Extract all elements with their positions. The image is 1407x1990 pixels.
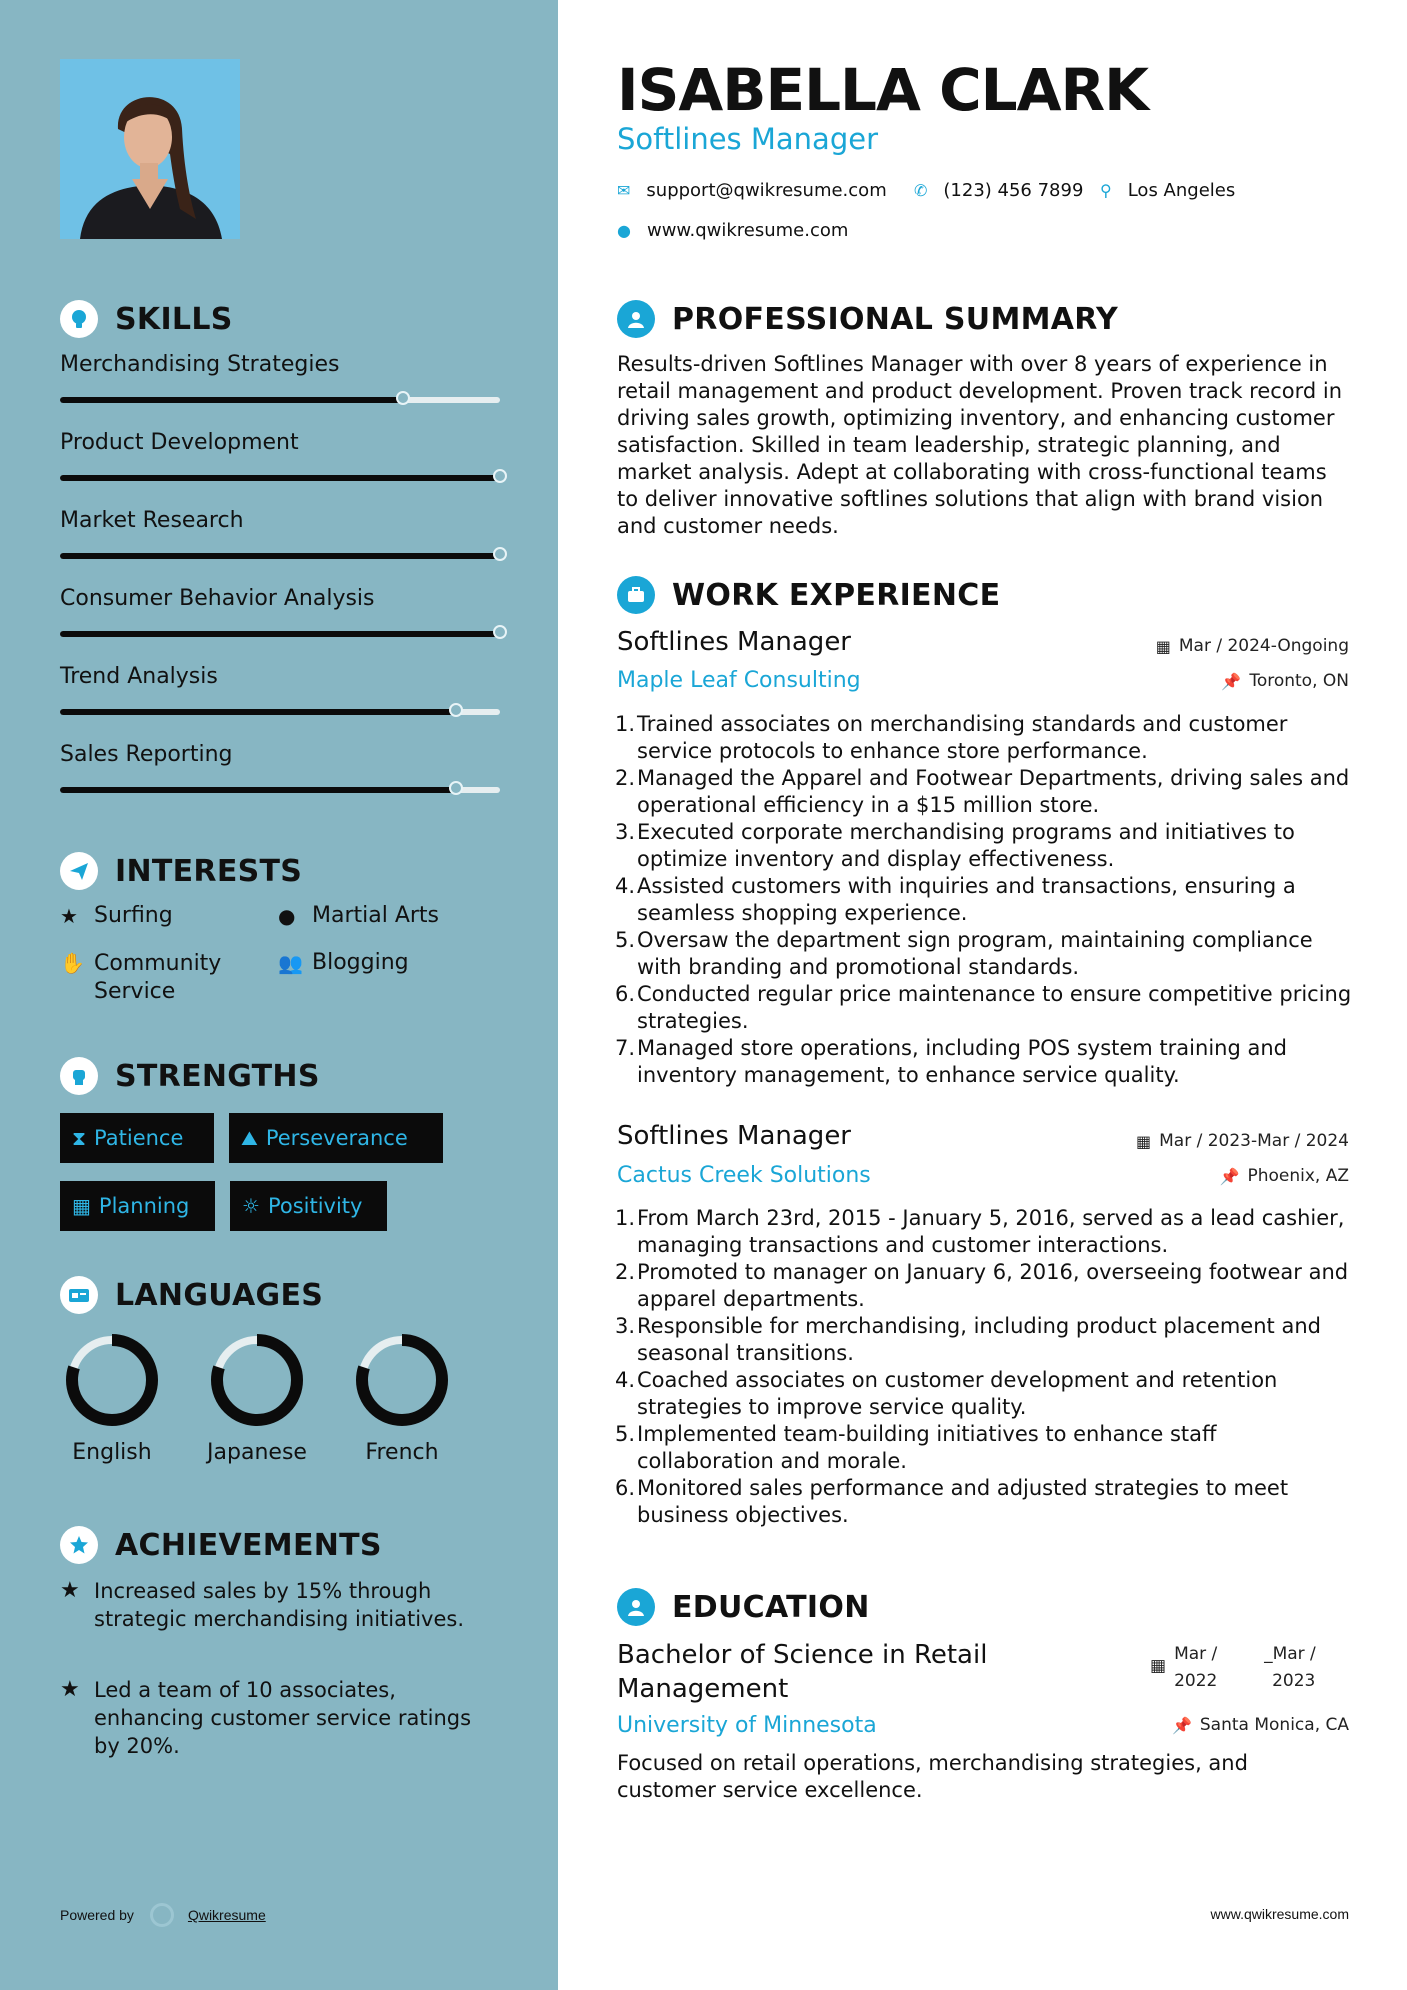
skill-bar xyxy=(60,709,500,715)
skill-bar xyxy=(60,631,500,637)
interest-item xyxy=(60,903,173,929)
job-location-text: Toronto, ON xyxy=(1249,671,1349,691)
calendar-icon: ▦ xyxy=(72,1194,91,1218)
job-title: Softlines Manager xyxy=(617,1121,851,1151)
briefcase-icon xyxy=(617,576,655,614)
language-item xyxy=(52,1332,172,1465)
languages-title: LANGUAGES xyxy=(115,1277,324,1313)
interest-item xyxy=(278,950,409,976)
education-text: Focused on retail operations, merchandising strategies, and customer service excellence. xyxy=(617,1751,1248,1802)
summary-heading xyxy=(617,300,1118,338)
binoculars-icon: ⛰ xyxy=(241,1126,258,1150)
job-company: Cactus Creek Solutions xyxy=(617,1163,871,1188)
language-name: Japanese xyxy=(207,1440,307,1465)
education-location xyxy=(1172,1715,1349,1735)
calendar-icon: ▦ xyxy=(1135,1131,1152,1151)
skill-bar xyxy=(60,787,500,793)
candidate-name: ISABELLA CLARK xyxy=(617,56,1149,124)
start-month: Mar / xyxy=(1174,1644,1218,1664)
list-item: 4. Assisted customers with inquiries and transactions, ensuring a seamless shopping experience. xyxy=(614,874,1296,925)
qwikresume-logo-icon xyxy=(150,1903,174,1927)
star-icon: ★ xyxy=(60,904,78,928)
globe-icon: ● xyxy=(617,221,631,240)
calendar-icon: ▦ xyxy=(1155,636,1171,656)
interests-heading xyxy=(60,852,302,890)
hand-icon: ✋ xyxy=(60,951,85,975)
skills-heading xyxy=(60,300,233,338)
education-heading xyxy=(617,1588,870,1626)
skill-item xyxy=(60,664,500,715)
skill-name: Sales Reporting xyxy=(60,742,233,767)
contact-location xyxy=(1100,180,1235,201)
interest-item xyxy=(60,950,250,1006)
pin-icon: 📌 xyxy=(1221,671,1242,691)
strength-label: Planning xyxy=(98,1194,190,1218)
interest-label: Blogging xyxy=(312,950,409,975)
achievements-heading xyxy=(60,1526,382,1564)
skill-name: Merchandising Strategies xyxy=(60,352,340,377)
degree-title: Bachelor of Science in Retail Management xyxy=(617,1640,988,1704)
lightbulb-icon xyxy=(60,300,98,338)
envelope-icon: ✉ xyxy=(617,181,631,200)
candidate-role: Softlines Manager xyxy=(617,122,878,156)
school-name: University of Minnesota xyxy=(617,1713,877,1738)
trophy-star-icon xyxy=(60,1526,98,1564)
strength-label: Perseverance xyxy=(265,1126,408,1150)
strength-tag xyxy=(230,1181,387,1231)
list-item: 5. Implemented team-building initiatives to enhance staff collaboration and morale. xyxy=(614,1422,1217,1473)
skill-name: Trend Analysis xyxy=(60,664,218,689)
job-company: Maple Leaf Consulting xyxy=(617,668,861,693)
list-item: 4. Coached associates on customer development and retention strategies to improve service quality. xyxy=(614,1368,1278,1419)
calendar-icon: ▦ xyxy=(1150,1656,1167,1676)
language-item xyxy=(342,1332,462,1465)
end-month: _Mar / xyxy=(1264,1644,1316,1664)
list-item: 1. Trained associates on merchandising standards and customer service protocols to enhance store performance. xyxy=(614,712,1288,763)
interest-label: Martial Arts xyxy=(312,903,440,928)
list-item: 3. Executed corporate merchandising programs and initiatives to optimize inventory and display effectiveness. xyxy=(614,820,1295,871)
list-item: 6. Monitored sales performance and adjusted strategies to meet business objectives. xyxy=(614,1476,1289,1527)
skills-title: SKILLS xyxy=(115,301,233,337)
skill-item xyxy=(60,586,500,637)
hourglass-icon: ⧗ xyxy=(72,1126,87,1150)
skill-item xyxy=(60,742,500,793)
strength-label: Patience xyxy=(94,1126,184,1150)
strength-label: Positivity xyxy=(267,1194,363,1218)
contact-website[interactable] xyxy=(617,220,848,241)
strengths-heading xyxy=(60,1057,320,1095)
job-dates xyxy=(1136,1131,1349,1151)
id-card-icon xyxy=(60,1276,98,1314)
users-icon: 👥 xyxy=(278,951,303,975)
start-year: 2022 xyxy=(1174,1671,1218,1691)
summary-text: Results-driven Softlines Manager with over 8 years of experience in retail management and product development. Proven track record in driving sales growth, optimizing inventory, and enhancing customer satisfaction. Skilled in team leadership, strategic planning, and market analysis. Adept at collaborating with cross-functional teams to deliver innovative softlines solutions that align with brand vision and customer needs. xyxy=(617,352,1343,538)
education-dates xyxy=(1150,1641,1316,1695)
language-item xyxy=(197,1332,317,1465)
email-text: support@qwikresume.com xyxy=(646,180,887,201)
strengths-title: STRENGTHS xyxy=(115,1058,320,1094)
fist-icon xyxy=(60,1057,98,1095)
language-name: English xyxy=(72,1440,152,1465)
list-item: 2. Managed the Apparel and Footwear Departments, driving sales and operational efficiency in a $15 million store. xyxy=(614,766,1350,817)
job-location xyxy=(1220,1166,1349,1186)
location-text: Los Angeles xyxy=(1127,180,1236,201)
list-item: 7. Managed store operations, including POS system training and inventory management, to enhance service quality. xyxy=(614,1036,1287,1087)
interest-label: Surfing xyxy=(94,903,173,928)
achievements-title: ACHIEVEMENTS xyxy=(115,1527,382,1563)
user-icon xyxy=(617,300,655,338)
skill-bar xyxy=(60,475,500,481)
sidebar xyxy=(0,0,558,1990)
star-badge-icon: ★ xyxy=(60,1677,80,1702)
skill-item xyxy=(60,430,500,481)
qwikresume-link[interactable]: Qwikresume xyxy=(187,1907,266,1923)
pin-icon: 📌 xyxy=(1171,1715,1192,1735)
language-donut xyxy=(64,1332,160,1428)
profile-photo xyxy=(60,59,240,239)
language-name: French xyxy=(365,1440,439,1465)
experience-title: WORK EXPERIENCE xyxy=(672,577,1001,613)
skill-name: Consumer Behavior Analysis xyxy=(60,586,375,611)
pin-icon: 📌 xyxy=(1219,1166,1240,1186)
list-item: 1. From March 23rd, 2015 - January 5, 2016, served as a lead cashier, managing transactions and customer interactions. xyxy=(614,1206,1345,1257)
job-bullets xyxy=(610,1205,1355,1529)
contact-phone xyxy=(914,180,1083,201)
list-item: 5. Oversaw the department sign program, maintaining compliance with branding and promotional standards. xyxy=(614,928,1313,979)
experience-heading xyxy=(617,576,1000,614)
end-year: 2023 xyxy=(1272,1671,1316,1691)
contact-email[interactable] xyxy=(617,180,887,201)
footer-url[interactable]: www.qwikresume.com xyxy=(1210,1906,1349,1922)
map-pin-icon: ⚲ xyxy=(1100,181,1112,200)
job-dates-text: Mar / 2024-Ongoing xyxy=(1178,636,1349,656)
achievement-text: Increased sales by 15% through strategic merchandising initiatives. xyxy=(94,1579,465,1631)
strength-tag xyxy=(60,1113,214,1163)
job-location xyxy=(1221,671,1349,691)
education-location-text: Santa Monica, CA xyxy=(1199,1715,1349,1735)
job-location-text: Phoenix, AZ xyxy=(1247,1166,1349,1186)
list-item: 2. Promoted to manager on January 6, 2016, overseeing footwear and apparel departments. xyxy=(614,1260,1349,1311)
job-dates-text: Mar / 2023-Mar / 2024 xyxy=(1159,1131,1349,1151)
paper-plane-icon xyxy=(60,852,98,890)
powered-by xyxy=(60,1903,266,1927)
interest-item xyxy=(278,903,439,929)
phone-icon: ✆ xyxy=(914,181,928,200)
interests-title: INTERESTS xyxy=(115,853,303,889)
skill-name: Product Development xyxy=(60,430,299,455)
globe-icon: ● xyxy=(278,904,296,928)
interest-label: Community Service xyxy=(94,951,222,1004)
website-text: www.qwikresume.com xyxy=(646,220,849,241)
job-title: Softlines Manager xyxy=(617,627,851,657)
achievement-text: Led a team of 10 associates, enhancing customer service ratings by 20%. xyxy=(94,1678,472,1758)
list-item: 6. Conducted regular price maintenance to ensure competitive pricing strategies. xyxy=(614,982,1352,1033)
powered-by-label: Powered by xyxy=(60,1907,134,1923)
list-item: 3. Responsible for merchandising, including product placement and seasonal transitions. xyxy=(614,1314,1321,1365)
languages-heading xyxy=(60,1276,323,1314)
achievement-item xyxy=(60,1676,480,1760)
summary-title: PROFESSIONAL SUMMARY xyxy=(672,301,1119,337)
education-title: EDUCATION xyxy=(672,1589,870,1625)
sun-icon: ☼ xyxy=(242,1194,260,1218)
language-donut xyxy=(354,1332,450,1428)
skill-item xyxy=(60,508,500,559)
phone-text: (123) 456 7899 xyxy=(943,180,1084,201)
job-bullets xyxy=(610,711,1355,1089)
skill-item xyxy=(60,352,500,403)
skill-bar xyxy=(60,553,500,559)
skill-name: Market Research xyxy=(60,508,244,533)
star-badge-icon: ★ xyxy=(60,1578,80,1603)
graduation-icon xyxy=(617,1588,655,1626)
language-donut xyxy=(209,1332,305,1428)
skill-bar xyxy=(60,397,500,403)
strength-tag xyxy=(60,1181,215,1231)
job-dates xyxy=(1156,636,1349,656)
strength-tag xyxy=(229,1113,443,1163)
achievement-item xyxy=(60,1577,480,1633)
